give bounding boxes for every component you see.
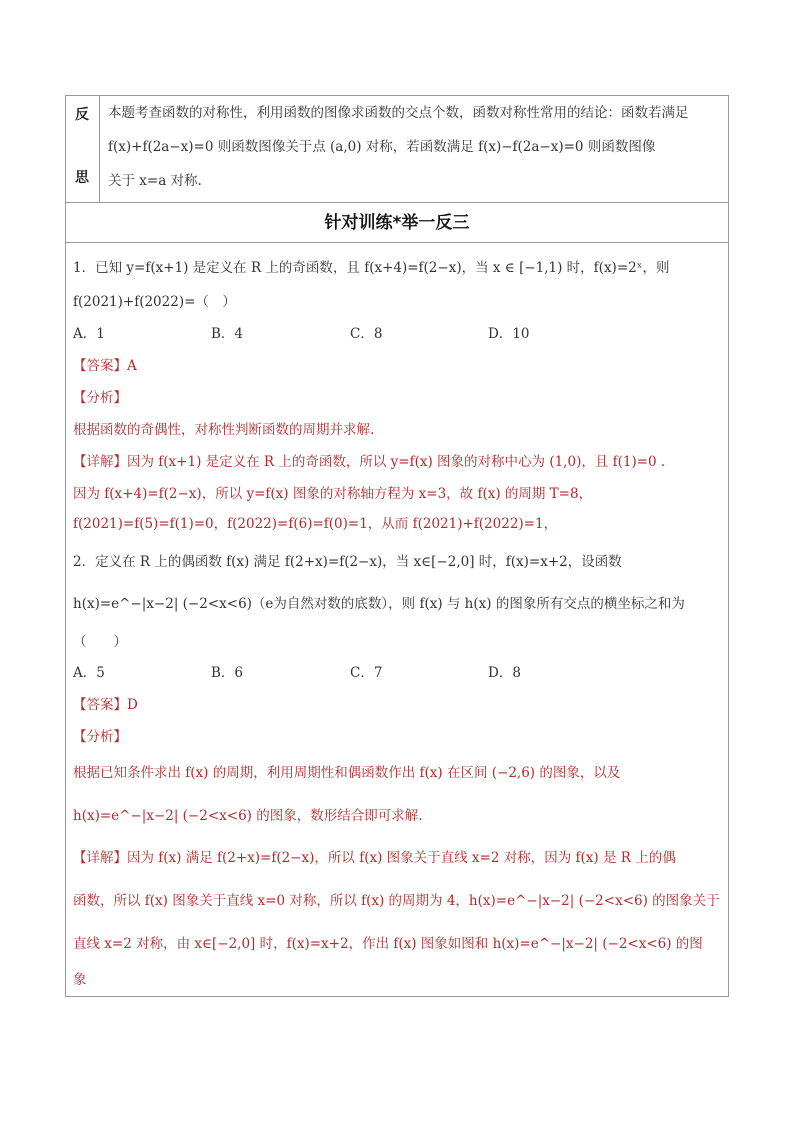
detail-label: 【详解】 (73, 850, 127, 866)
q2-option-a: A．5 (73, 665, 105, 681)
q1-option-c: C．8 (350, 326, 383, 342)
q1-option-a: A．1 (73, 326, 105, 342)
document-frame (65, 95, 729, 997)
reflection-row (66, 96, 728, 203)
q1-analysis-text: 根据函数的奇偶性，对称性判断函数的周期并求解. (73, 422, 375, 438)
q2-analysis-label: 【分析】 (73, 729, 127, 745)
q1-option-d: D．10 (488, 326, 530, 342)
q2-stem-line: h(x)=e^−|x−2| (−2<x<6)（e为自然对数的底数），则 f(x) 与 h(x) 的图象所有交点的横坐标之和为 (73, 596, 685, 612)
q2-detail-line (73, 846, 676, 866)
reflection-line: 本题考查函数的对称性，利用函数的图像求函数的交点个数，函数对称性常用的结论：函数若满足 (108, 105, 689, 121)
q1-detail-line: f(2021)=f(5)=f(1)=0，f(2022)=f(6)=f(0)=1，从而 f(2021)+f(2022)=1， (73, 516, 558, 532)
answer-label: 【答案】 (73, 697, 127, 713)
q1-option-b: B．4 (211, 326, 244, 342)
q2-option-c: C．7 (350, 665, 383, 681)
detail-text: 因为 f(x) 满足 f(2+x)=f(2−x)，所以 f(x) 图象关于直线 x=2 对称，因为 f(x) 是 R 上的偶 (127, 850, 676, 866)
answer-value: D (127, 697, 138, 713)
q1-detail-line (73, 450, 665, 470)
q2-analysis-line: 根据已知条件求出 f(x) 的周期，利用周期性和偶函数作出 f(x) 在区间 (−2,6) 的图象，以及 (73, 765, 621, 781)
q1-detail-line: 因为 f(x+4)=f(2−x)，所以 y=f(x) 图象的对称轴方程为 x=3，故 f(x) 的周期 T=8， (73, 486, 593, 502)
q2-analysis-line: h(x)=e^−|x−2| (−2<x<6) 的图象，数形结合即可求解. (73, 808, 423, 824)
answer-value: A (127, 358, 137, 374)
q2-detail-line: 函数，所以 f(x) 图象关于直线 x=0 对称，所以 f(x) 的周期为 4，h(x)=e^−|x−2| (−2<x<6) 的图象关于 (73, 893, 720, 909)
reflection-label-top: 反 (75, 107, 89, 123)
q2-detail-line: 直线 x=2 对称，由 x∈[−2,0] 时，f(x)=x+2，作出 f(x) 图象如图和 h(x)=e^−|x−2| (−2<x<6) 的图 (73, 936, 703, 952)
reflection-line: f(x)+f(2a−x)=0 则函数图像关于点 (a,0) 对称，若函数满足 f(x)−f(2a−x)=0 则函数图像 (108, 139, 656, 155)
q1-analysis-label: 【分析】 (73, 390, 127, 406)
q2-option-d: D．8 (488, 665, 521, 681)
section-title: 针对训练*举一反三 (66, 203, 728, 243)
q1-answer (73, 354, 137, 374)
q2-detail-line: 象 (73, 972, 87, 988)
reflection-text (108, 96, 724, 198)
answer-label: 【答案】 (73, 358, 127, 374)
reflection-label (66, 96, 100, 202)
q2-stem-line: （ ） (73, 634, 127, 650)
q1-stem-line: 1．已知 y=f(x+1) 是定义在 R 上的奇函数，且 f(x+4)=f(2−x)，当 x ∈ [−1,1) 时，f(x)=2ˣ，则 (73, 260, 670, 276)
detail-label: 【详解】 (73, 454, 127, 470)
reflection-label-bottom: 思 (75, 170, 89, 186)
reflection-line: 关于 x=a 对称. (108, 173, 202, 189)
q1-stem-line: f(2021)+f(2022)=（ ） (73, 294, 236, 310)
q2-stem-line: 2．定义在 R 上的偶函数 f(x) 满足 f(2+x)=f(2−x)，当 x∈[−2,0] 时，f(x)=x+2，设函数 (73, 554, 622, 570)
detail-text: 因为 f(x+1) 是定义在 R 上的奇函数，所以 y=f(x) 图象的对称中心为 (1,0)，且 f(1)=0 . (127, 454, 666, 470)
q2-answer (73, 693, 138, 713)
q2-option-b: B．6 (211, 665, 244, 681)
